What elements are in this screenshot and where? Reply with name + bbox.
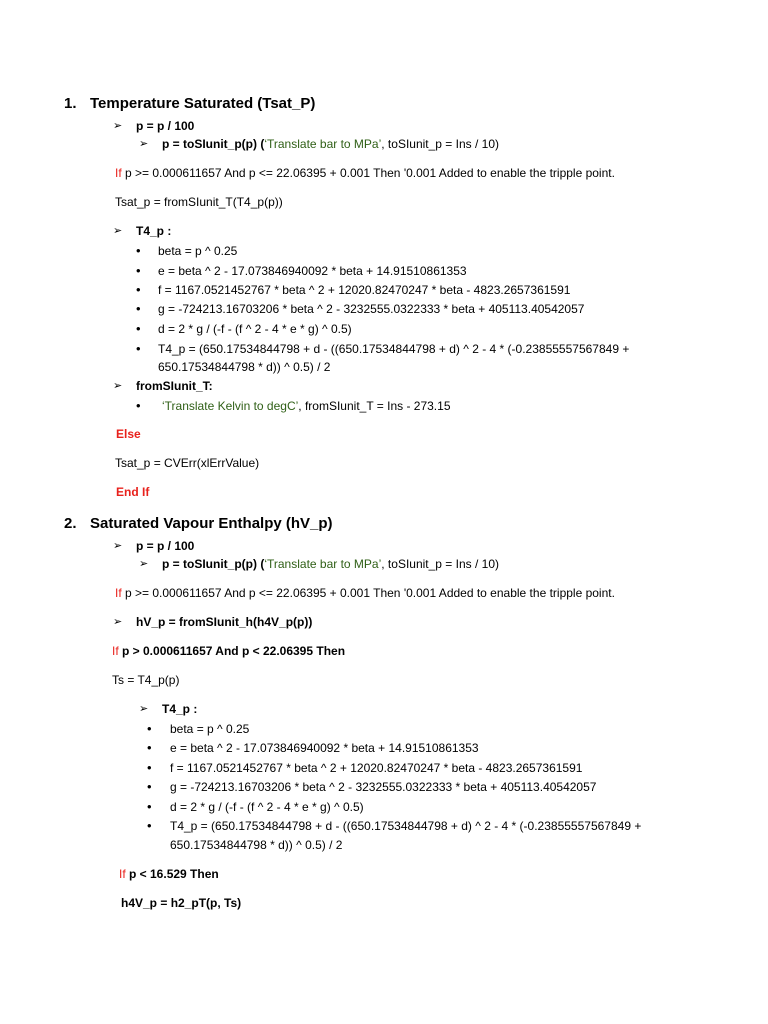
- arrow-bullet-icon: ➢: [113, 380, 123, 392]
- s1-e-line: e = beta ^ 2 - 17.073846940092 * beta + 14.91510861353: [158, 264, 467, 278]
- s2-line-p-divide: p = p / 100: [136, 539, 195, 553]
- s2-if-keyword: If: [115, 586, 122, 600]
- s2-line-tosiunit: [162, 556, 499, 572]
- bullet-icon: •: [147, 740, 152, 755]
- s2-if3-line: [119, 866, 219, 882]
- s1-if-condition: p >= 0.000611657 And p <= 22.06395 + 0.001 Then '0.001 Added to enable the tripple point.: [121, 166, 615, 180]
- section-1-number: 1.: [64, 95, 77, 112]
- section-2-title: Saturated Vapour Enthalpy (hV_p): [90, 515, 333, 532]
- arrow-bullet-icon: ➢: [113, 540, 123, 552]
- section-2-heading: [64, 514, 333, 534]
- bullet-icon: •: [147, 799, 152, 814]
- bullet-icon: •: [136, 243, 141, 258]
- bullet-icon: •: [136, 341, 141, 356]
- bullet-icon: •: [136, 321, 141, 336]
- s2-tosiunit-code: p = toSIunit_p(p) (: [162, 557, 265, 571]
- arrow-bullet-icon: ➢: [113, 616, 123, 628]
- s2-tosiunit-comment: ‘Translate bar to MPa’: [264, 557, 382, 571]
- bullet-icon: •: [136, 301, 141, 316]
- s2-if3-condition: p < 16.529 Then: [125, 867, 219, 881]
- arrow-bullet-icon: ➢: [139, 703, 149, 715]
- arrow-bullet-icon: ➢: [113, 225, 123, 237]
- s1-tosiunit-rest: , toSIunit_p = Ins / 10): [381, 137, 500, 151]
- s1-t4p-line-a: T4_p = (650.17534844798 + d - ((650.17534844798 + d) ^ 2 - 4 * (-0.23855557567849 +: [158, 342, 630, 356]
- s2-d-line: d = 2 * g / (-f - (f ^ 2 - 4 * e * g) ^ 0.5): [170, 800, 364, 814]
- bullet-icon: •: [147, 818, 152, 833]
- s2-e-line: e = beta ^ 2 - 17.073846940092 * beta + 14.91510861353: [170, 741, 479, 755]
- bullet-icon: •: [147, 721, 152, 736]
- s1-f-line: f = 1167.0521452767 * beta ^ 2 + 12020.82470247 * beta - 4823.2657361591: [158, 283, 571, 297]
- s2-t4p-line-b: 650.17534844798 * d)) ^ 0.5) / 2: [170, 838, 343, 852]
- s2-if2-keyword: If: [112, 644, 119, 658]
- arrow-bullet-icon: ➢: [113, 120, 123, 132]
- section-2-number: 2.: [64, 515, 77, 532]
- s1-endif-keyword: End If: [116, 485, 150, 499]
- s2-if-condition: p >= 0.000611657 And p <= 22.06395 + 0.001 Then '0.001 Added to enable the tripple point.: [121, 586, 615, 600]
- s1-if-keyword: If: [115, 166, 122, 180]
- s1-tsat-err-line: Tsat_p = CVErr(xlErrValue): [115, 456, 260, 470]
- s2-if2-condition: p > 0.000611657 And p < 22.06395 Then: [118, 644, 346, 658]
- s2-g-line: g = -724213.16703206 * beta ^ 2 - 3232555.0322333 * beta + 405113.40542057: [170, 780, 597, 794]
- s2-h4v-line: h4V_p = h2_pT(p, Ts): [121, 896, 242, 910]
- bullet-icon: •: [147, 760, 152, 775]
- section-1-title: Temperature Saturated (Tsat_P): [90, 95, 316, 112]
- bullet-icon: •: [136, 398, 141, 413]
- s2-if-line: [115, 585, 615, 601]
- s2-if2-line: [112, 643, 345, 659]
- s2-tosiunit-rest: , toSIunit_p = Ins / 10): [381, 557, 500, 571]
- s1-line-tosiunit: [162, 136, 499, 152]
- s1-fromsiunit-line: [162, 398, 451, 414]
- s2-hv-line: hV_p = fromSIunit_h(h4V_p(p)): [136, 615, 313, 629]
- bullet-icon: •: [136, 282, 141, 297]
- s1-else-keyword: Else: [116, 427, 141, 441]
- s1-t4p-label: T4_p :: [136, 224, 172, 238]
- s1-t4p-line-b: 650.17534844798 * d)) ^ 0.5) / 2: [158, 360, 331, 374]
- s2-t4p-line-a: T4_p = (650.17534844798 + d - ((650.17534844798 + d) ^ 2 - 4 * (-0.23855557567849 +: [170, 819, 642, 833]
- bullet-icon: •: [147, 779, 152, 794]
- s2-ts-line: Ts = T4_p(p): [112, 673, 180, 687]
- arrow-bullet-icon: ➢: [139, 138, 149, 150]
- arrow-bullet-icon: ➢: [139, 558, 149, 570]
- s1-tosiunit-comment: ‘Translate bar to MPa’: [264, 137, 382, 151]
- s1-fromsiunit-label: fromSIunit_T:: [136, 379, 213, 393]
- s1-tsat-line: Tsat_p = fromSIunit_T(T4_p(p)): [115, 195, 283, 209]
- s1-line-p-divide: p = p / 100: [136, 119, 195, 133]
- s1-if-line: [115, 165, 615, 181]
- s1-tosiunit-code: p = toSIunit_p(p) (: [162, 137, 265, 151]
- s1-g-line: g = -724213.16703206 * beta ^ 2 - 3232555.0322333 * beta + 405113.40542057: [158, 302, 585, 316]
- s2-f-line: f = 1167.0521452767 * beta ^ 2 + 12020.82470247 * beta - 4823.2657361591: [170, 761, 583, 775]
- s1-d-line: d = 2 * g / (-f - (f ^ 2 - 4 * e * g) ^ 0.5): [158, 322, 352, 336]
- s2-beta-line: beta = p ^ 0.25: [170, 722, 250, 736]
- bullet-icon: •: [136, 263, 141, 278]
- section-1-heading: [64, 94, 315, 114]
- s1-fromsiunit-comment: ‘Translate Kelvin to degC’: [162, 399, 299, 413]
- s1-beta-line: beta = p ^ 0.25: [158, 244, 238, 258]
- s2-t4p-label: T4_p :: [162, 702, 198, 716]
- s2-if3-keyword: If: [119, 867, 126, 881]
- s1-fromsiunit-rest: , fromSIunit_T = Ins - 273.15: [298, 399, 451, 413]
